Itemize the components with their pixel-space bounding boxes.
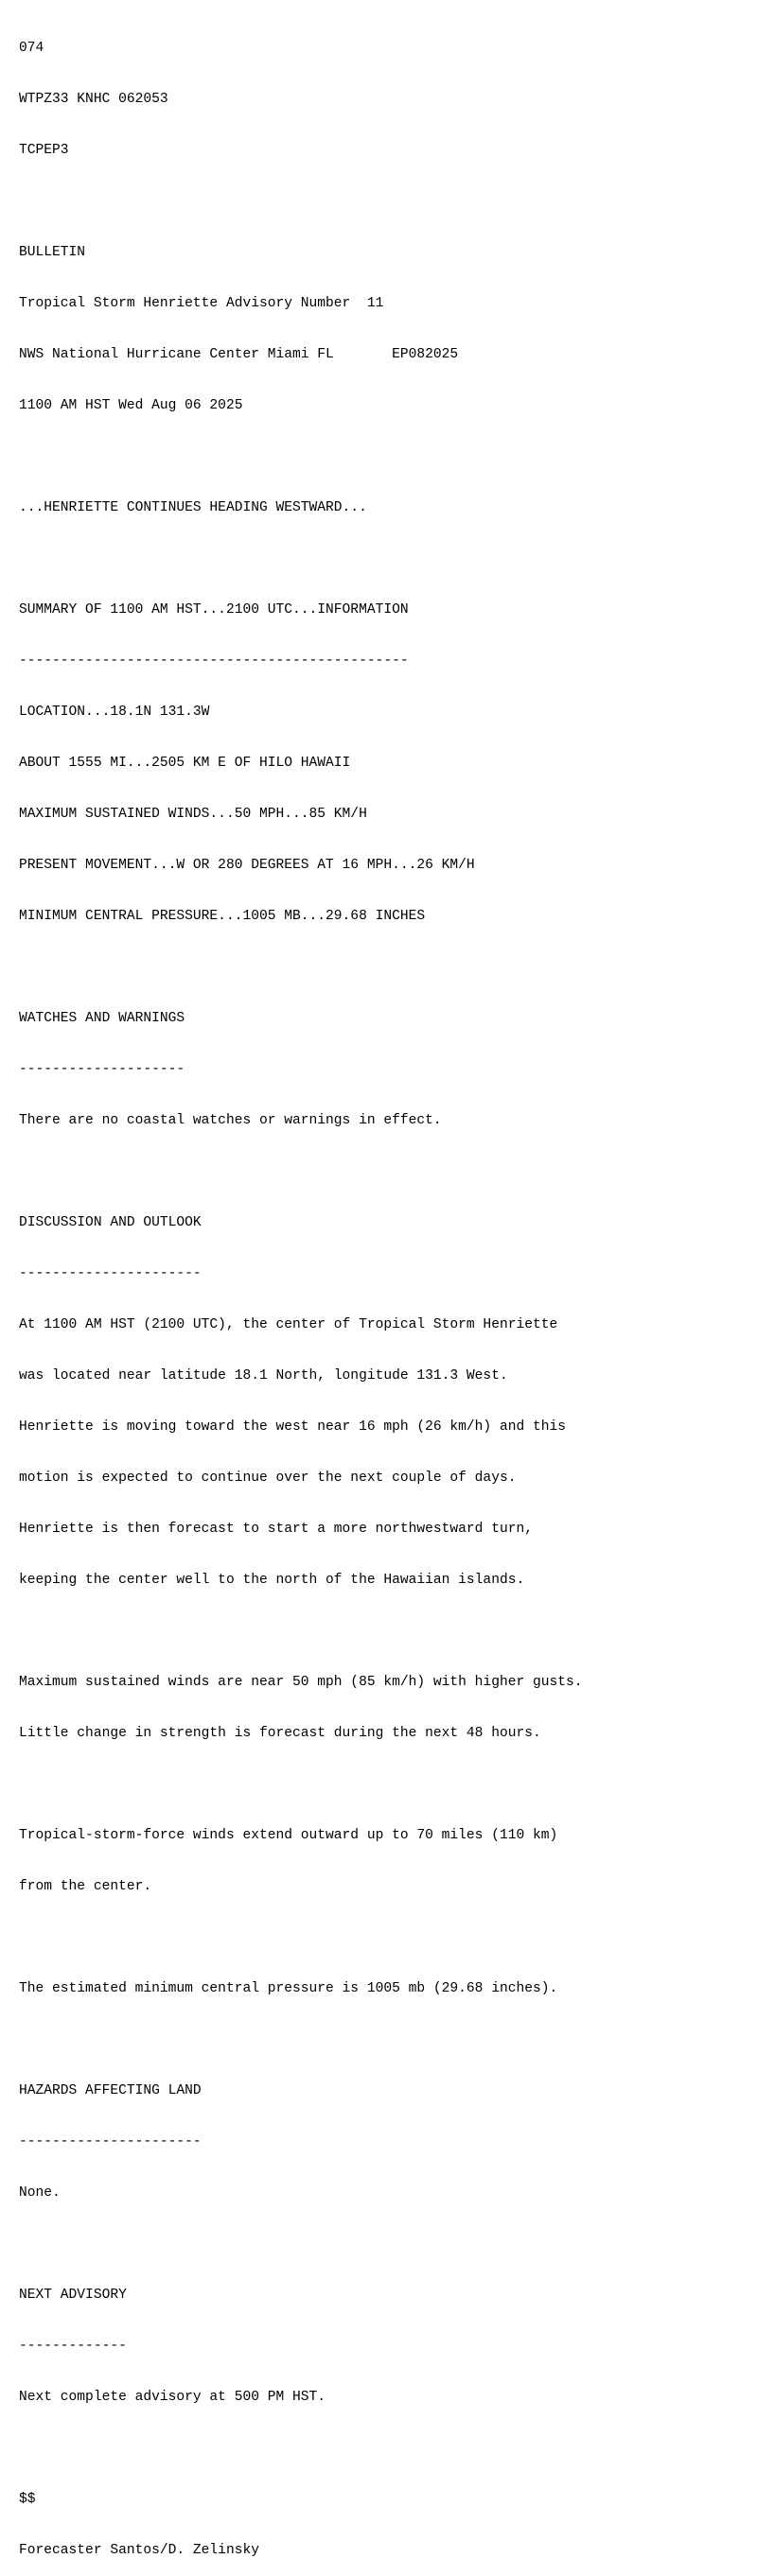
bulletin-line: [19, 1776, 757, 1793]
bulletin-line: Tropical Storm Henriette Advisory Number 11: [19, 296, 384, 311]
bulletin-line: The estimated minimum central pressure is 1005 mb (29.68 inches).: [19, 1981, 558, 1996]
bulletin-line: ...HENRIETTE CONTINUES HEADING WESTWARD...: [19, 500, 367, 515]
bulletin-line: Henriette is moving toward the west near 16 mph (26 km/h) and this: [19, 1419, 567, 1435]
bulletin-line: At 1100 AM HST (2100 UTC), the center of Tropical Storm Henriette: [19, 1317, 558, 1332]
bulletin-line: [19, 1929, 757, 1946]
bulletin-line: None.: [19, 2185, 61, 2201]
bulletin-line: ABOUT 1555 MI...2505 KM E OF HILO HAWAII: [19, 756, 351, 771]
bulletin-line: motion is expected to continue over the next couple of days.: [19, 1471, 517, 1486]
bulletin-line: WATCHES AND WARNINGS: [19, 1011, 185, 1026]
bulletin-line: MINIMUM CENTRAL PRESSURE...1005 MB...29.68 INCHES: [19, 909, 426, 924]
bulletin-line: keeping the center well to the north of the Hawaiian islands.: [19, 1573, 525, 1588]
bulletin-line: Forecaster Santos/D. Zelinsky: [19, 2543, 259, 2558]
bulletin-line: WTPZ33 KNHC 062053: [19, 92, 168, 107]
bulletin-line: --------------------: [19, 1062, 185, 1077]
bulletin-line: BULLETIN: [19, 245, 86, 260]
bulletin-line: DISCUSSION AND OUTLOOK: [19, 1215, 202, 1230]
bulletin-line: Next complete advisory at 500 PM HST.: [19, 2390, 326, 2405]
bulletin-line: TCPEP3: [19, 143, 69, 158]
bulletin-line: [19, 448, 757, 465]
bulletin-line: Little change in strength is forecast during the next 48 hours.: [19, 1726, 541, 1741]
bulletin-line: ----------------------: [19, 2134, 202, 2150]
bulletin-line: [19, 2031, 757, 2048]
bulletin-line: -------------: [19, 2339, 127, 2354]
bulletin-line: LOCATION...18.1N 131.3W: [19, 705, 210, 720]
bulletin-line: [19, 1163, 757, 1180]
bulletin-line: PRESENT MOVEMENT...W OR 280 DEGREES AT 16 MPH...26 KM/H: [19, 858, 475, 873]
bulletin-line: NWS National Hurricane Center Miami FL EP082025: [19, 347, 459, 362]
bulletin-line: [19, 550, 757, 567]
bulletin-line: from the center.: [19, 1879, 152, 1894]
bulletin-line: 074: [19, 41, 44, 56]
bulletin-line: [19, 2236, 757, 2253]
bulletin-line: ----------------------: [19, 1266, 202, 1281]
bulletin-line: Maximum sustained winds are near 50 mph (85 km/h) with higher gusts.: [19, 1675, 583, 1690]
bulletin-line: Henriette is then forecast to start a more northwestward turn,: [19, 1522, 533, 1537]
bulletin-line: -----------------------------------------------: [19, 653, 409, 669]
bulletin-line: Tropical-storm-force winds extend outward up to 70 miles (110 km): [19, 1828, 558, 1843]
bulletin-line: [19, 959, 757, 976]
bulletin-line: [19, 193, 757, 210]
bulletin-line: 1100 AM HST Wed Aug 06 2025: [19, 398, 243, 413]
bulletin-line: was located near latitude 18.1 North, longitude 131.3 West.: [19, 1368, 508, 1384]
bulletin-line: [19, 1623, 757, 1640]
bulletin-line: $$: [19, 2492, 36, 2507]
bulletin-line: MAXIMUM SUSTAINED WINDS...50 MPH...85 KM/H: [19, 807, 367, 822]
bulletin-line: NEXT ADVISORY: [19, 2288, 127, 2303]
bulletin-line: HAZARDS AFFECTING LAND: [19, 2083, 202, 2098]
bulletin-line: There are no coastal watches or warnings in effect.: [19, 1113, 442, 1128]
bulletin-line: SUMMARY OF 1100 AM HST...2100 UTC...INFORMATION: [19, 602, 409, 618]
bulletin-line: [19, 2440, 757, 2457]
